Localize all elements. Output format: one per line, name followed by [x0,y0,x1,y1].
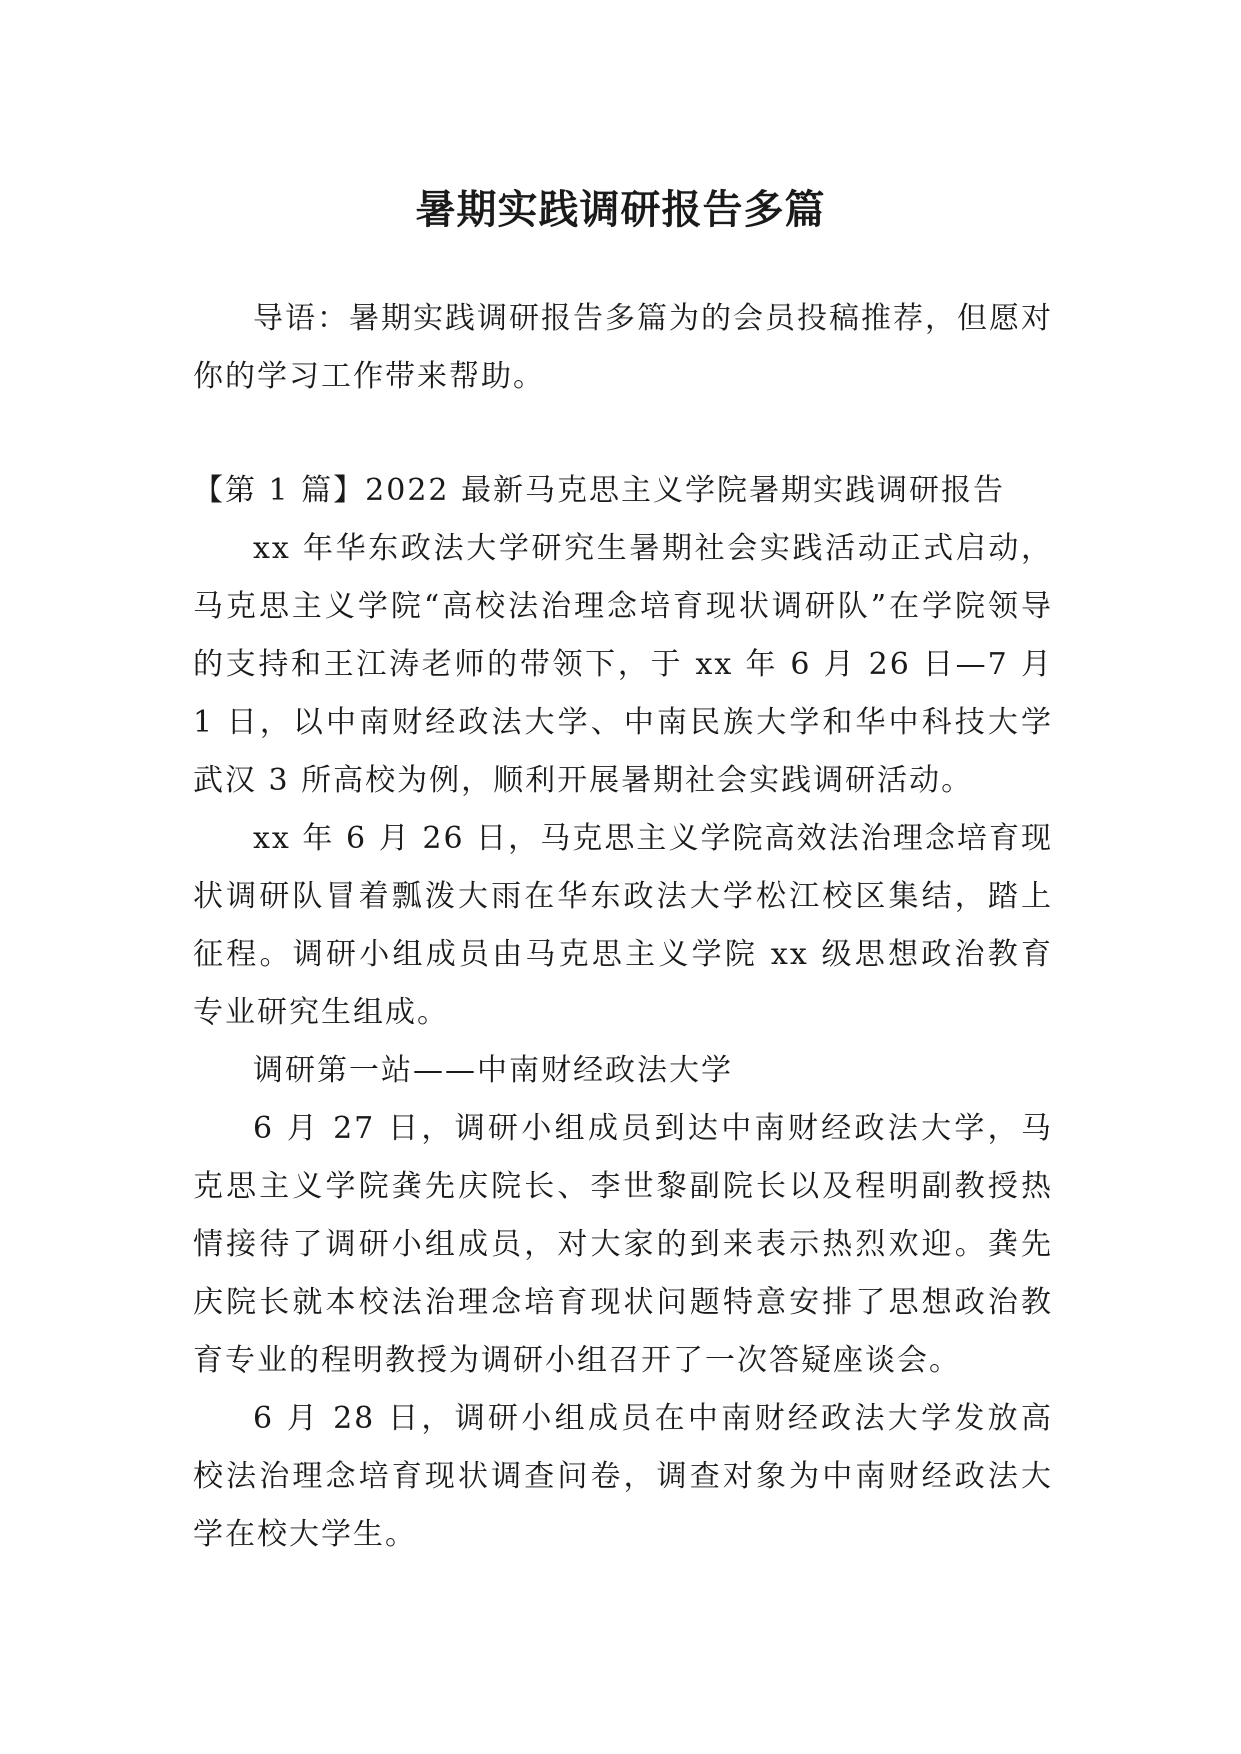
document-body [193,290,1053,1564]
subsection-heading: 调研第一站——中南财经政法大学 [253,1053,733,1088]
body-paragraph: 6 月 28 日，调研小组成员在中南财经政法大学发放高校法治理念培育现状调查问卷，调查对象为中南财经政法大学在校大学生。 [193,1401,1053,1552]
document-title: 暑期实践调研报告多篇 [415,185,826,233]
body-paragraph: xx 年华东政法大学研究生暑期社会实践活动正式启动，马克思主义学院“高校法治理念培育现状调研队”在学院领导的支持和王江涛老师的带领下，于 xx 年 6 月 26 日—7 月 1 日，以中南财经政法大学、中南民族大学和华中科技大学武汉 3 所高校为例，顺利开展暑期社会实践调研活动。 [193,531,1053,798]
body-paragraph: xx 年 6 月 26 日，马克思主义学院高效法治理念培育现状调研队冒着瓢泼大雨在华东政法大学松江校区集结，踏上征程。调研小组成员由马克思主义学院 xx 级思想政治教育专业研究生组成。 [193,821,1053,1030]
section-heading: 【第 1 篇】2022 最新马克思主义学院暑期实践调研报告 [193,473,1006,508]
body-paragraph: 6 月 27 日，调研小组成员到达中南财经政法大学，马克思主义学院龚先庆院长、李世黎副院长以及程明副教授热情接待了调研小组成员，对大家的到来表示热烈欢迎。龚先庆院长就本校法治理念培育现状问题特意安排了思想政治教育专业的程明教授为调研小组召开了一次答疑座谈会。 [193,1111,1053,1378]
intro-paragraph: 导语：暑期实践调研报告多篇为的会员投稿推荐，但愿对你的学习工作带来帮助。 [193,301,1053,394]
